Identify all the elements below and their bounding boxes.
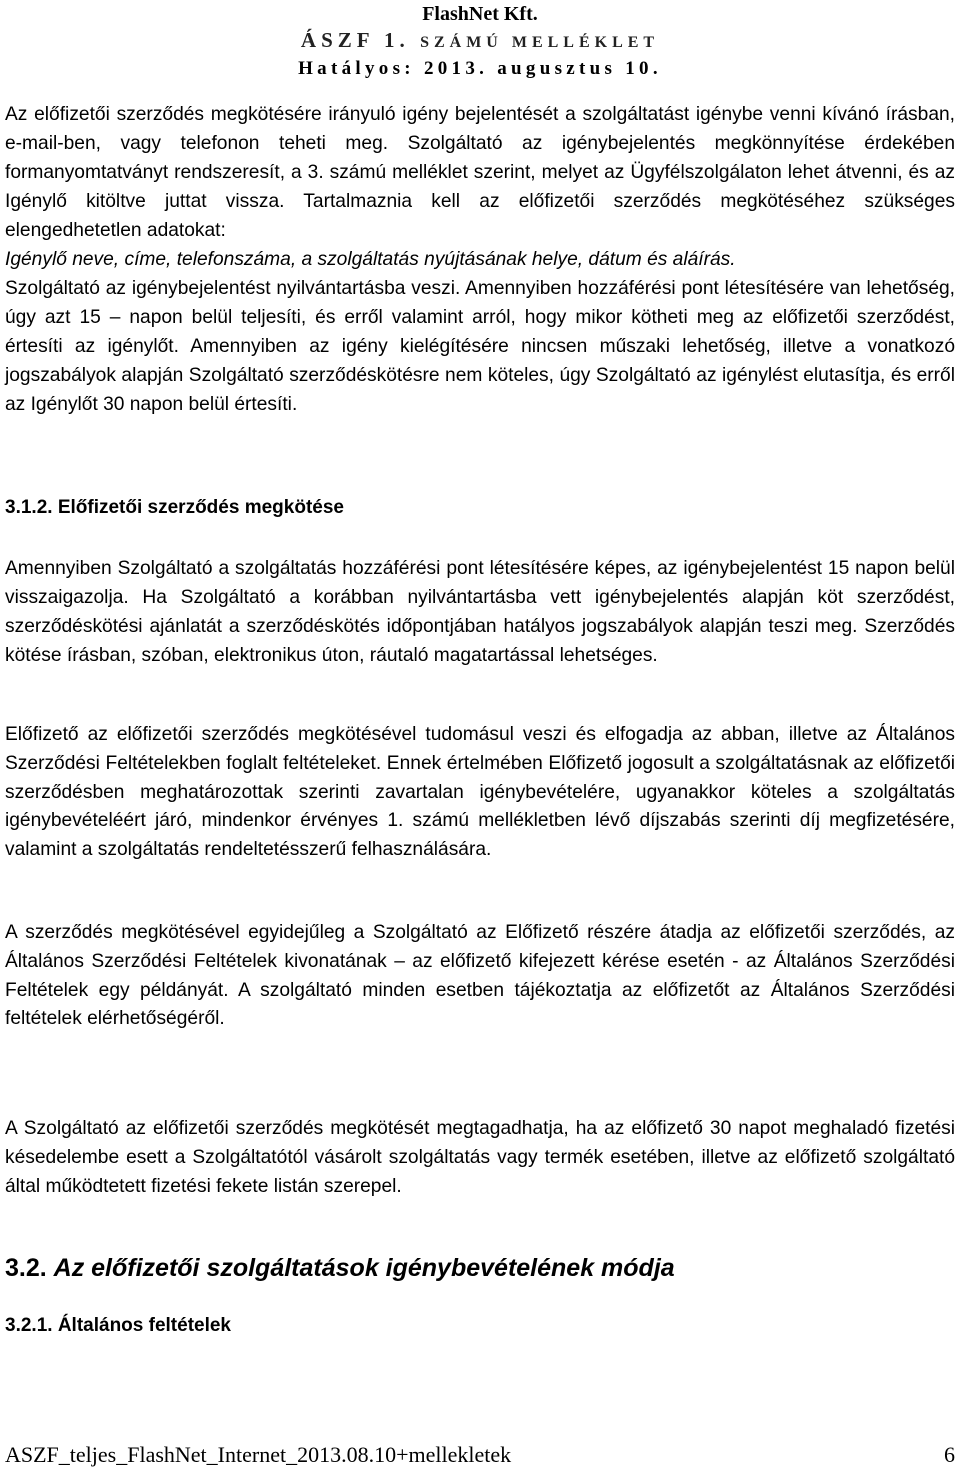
section-heading-3-2 — [5, 1251, 675, 1285]
section-title: Általános feltételek — [57, 1315, 231, 1336]
section-number: 3.2. — [5, 1254, 47, 1282]
paragraph-1: Amennyiben Szolgáltató a szolgáltatás hozzáférési pont létesítésére képes, az igénybejelentést 15 napon belül visszaigazolja. Ha Szolgáltató a korábban nyilvántartásba vett igénybejelentés alapján köt szerződést, szerződéskötési ajánlatát a szerződéskötés időpontjában hatályos jogszabályok alapján teszi meg. Szerződés kötése írásban, szóban, elektronikus úton, ráutaló magatartással lehetséges. — [5, 558, 955, 666]
section-title: Az előfizetői szolgáltatások igénybevételének módja — [53, 1254, 675, 1282]
section-heading-3-2-1 — [5, 1311, 231, 1340]
paragraph-2: Előfizető az előfizetői szerződés megkötésével tudomásul veszi és elfogadja az abban, illetve az Általános Szerződési Feltételekben foglalt feltételeket. Ennek értelmében Előfizető jogosult a szolgáltatásnak az előfizetői szerződésben meghatározottak szerinti zavartalan igénybevételére, ugyanakkor köteles a szolgáltatás igénybevételéért járó, mindenkor érvényes 1. számú mellékletben lévő díjszabás szerinti díj megfizetésére, valamint a szolgáltatás rendeltetésszerű felhasználására. — [5, 724, 955, 861]
section-number: 3.2.1. — [5, 1315, 53, 1336]
section-title: Előfizetői szerződés megkötése — [57, 497, 344, 518]
section-heading-3-1-2 — [5, 493, 344, 522]
intro-text-2: Szolgáltató az igénybejelentést nyilvántartásba veszi. Amennyiben hozzáférési pont létesítésére van lehetőség, úgy azt 15 – napon belül teljesíti, és erről valamint arról, hogy mikor kötheti meg az előfizetői szerződést, értesíti az igénylőt. Amennyiben az igény kielégítésére nincsen műszaki lehetőség, illetve a vonatkozó jogszabályok alapján Szolgáltató szerződéskötésre nem köteles, úgy Szolgáltató az igénylést elutasítja, és erről az Igénylőt 30 napon belül értesíti. — [5, 278, 955, 415]
footer-page-number: 6 — [944, 1442, 955, 1467]
intro-paragraph — [5, 100, 955, 419]
page-footer — [5, 1440, 955, 1470]
header-effective-date: Hatályos: 2013. augusztus 10. — [298, 58, 662, 79]
paragraph-4: A Szolgáltató az előfizetői szerződés megkötését megtagadhatja, ha az előfizető 30 napot meghaladó fizetési késedelembe esett a Szolgáltatótól vásárolt szolgáltatás vagy termék esetében, illetve az előfizető szolgáltató által működtetett fizetési fekete listán szerepel. — [5, 1118, 955, 1197]
header-title-suffix: SZÁMÚ MELLÉKLET — [420, 34, 660, 51]
footer-filename: ASZF_teljes_FlashNet_Internet_2013.08.10+mellekletek — [5, 1442, 512, 1467]
header-company: FlashNet Kft. — [422, 3, 538, 25]
intro-text-1: Az előfizetői szerződés megkötésére irányuló igény bejelentését a szolgáltatást igénybe venni kívánó írásban, e-mail-ben, vagy telefonon teheti meg. Szolgáltató az igénybejelentés megkönnyítése érdekében formanyomtatványt rendszeresít, a 3. számú melléklet szerint, melyet az Ügyfélszolgálaton lehet átvenni, és az Igénylő kitöltve juttat vissza. Tartalmaznia kell az előfizetői szerződés megkötéséhez szükséges elengedhetetlen adatokat: — [5, 104, 955, 241]
section-number: 3.1.2. — [5, 497, 53, 518]
paragraph-3: A szerződés megkötésével egyidejűleg a Szolgáltató az Előfizető részére átadja az előfizetői szerződés, az Általános Szerződési Feltételek kivonatának – az előfizető kifejezett kérése esetén - az Általános Szerződési Feltételek egy példányát. A szolgáltató minden esetben tájékoztatja az előfizetőt az Általános Szerződési feltételek elérhetőségéről. — [5, 922, 955, 1030]
header-title — [0, 28, 960, 55]
header-title-prefix: ÁSZF 1. — [300, 28, 410, 52]
intro-required-fields: Igénylő neve, címe, telefonszáma, a szolgáltatás nyújtásának helye, dátum és aláírás. — [5, 249, 736, 270]
